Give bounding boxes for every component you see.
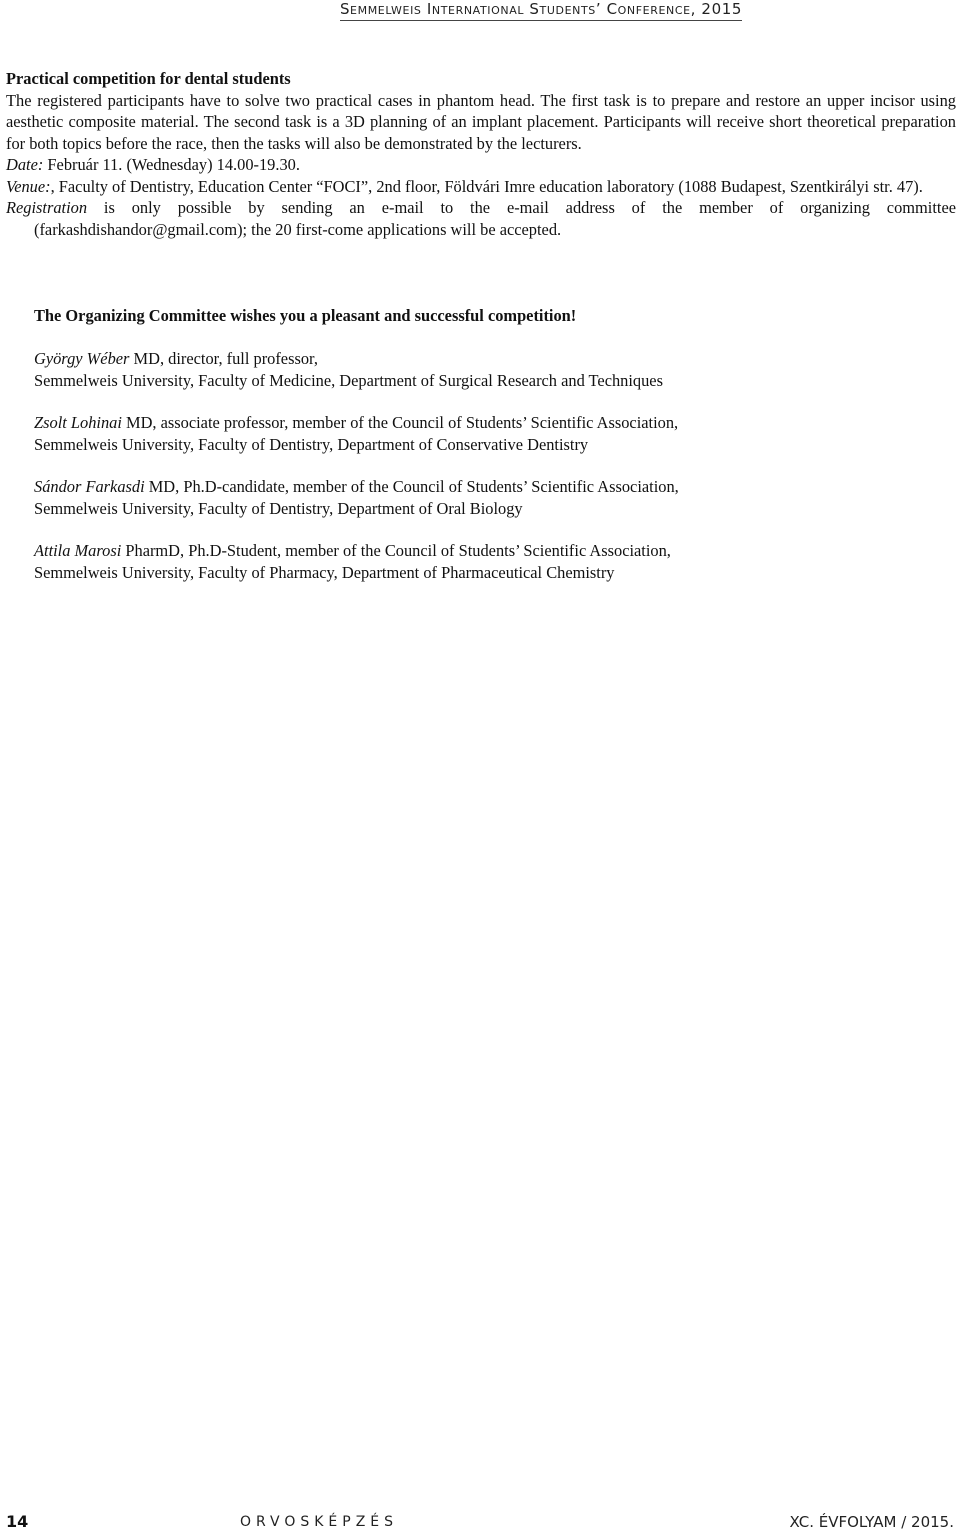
- committee-member: [34, 348, 934, 391]
- member-title-line: [34, 412, 934, 434]
- section-body: The registered participants have to solve two practical cases in phantom head. The first task is to prepare and restore an upper incisor using aesthetic composite material. The second task is a 3D planning of an implant placement. Participants will receive short theoretical preparation for both topics before the race, then the tasks will also be demonstrated by the lecturers.: [6, 90, 956, 153]
- member-title-line: [34, 540, 934, 562]
- member-name: Attila Marosi: [34, 541, 122, 560]
- member-title: MD, Ph.D-candidate, member of the Council of Students’ Scientific Association,: [144, 477, 679, 496]
- date-label: Date:: [6, 155, 44, 174]
- member-affiliation: Semmelweis University, Faculty of Pharmacy, Department of Pharmaceutical Chemistry: [34, 562, 615, 582]
- page-number: 14: [6, 1512, 29, 1531]
- registration-line: [6, 197, 956, 240]
- closing-wish: The Organizing Committee wishes you a pleasant and successful competition!: [34, 306, 577, 325]
- member-title: MD, director, full professor,: [129, 349, 318, 368]
- competition-section: [6, 68, 956, 240]
- member-title: MD, associate professor, member of the Council of Students’ Scientific Association,: [121, 413, 679, 432]
- date-value: Február 11. (Wednesday) 14.00-19.30.: [43, 155, 300, 174]
- venue-value: , Faculty of Dentistry, Education Center “FOCI”, 2nd floor, Földvári Imre education laboratory (1088 Budapest, Szentkirályi str. 47).: [50, 176, 923, 196]
- member-title-line: [34, 476, 934, 498]
- section-title: Practical competition for dental students: [6, 69, 291, 88]
- page-footer: [0, 1508, 960, 1532]
- committee-member: [34, 412, 934, 455]
- member-affiliation: Semmelweis University, Faculty of Dentistry, Department of Conservative Dentistry: [34, 434, 589, 454]
- member-name: Sándor Farkasdi: [34, 477, 145, 496]
- member-name: Zsolt Lohinai: [34, 413, 122, 432]
- venue-line: [6, 176, 956, 198]
- volume-info: XC. ÉVFOLYAM / 2015.: [789, 1513, 954, 1531]
- registration-label: Registration: [6, 198, 88, 217]
- venue-label: Venue:: [6, 176, 51, 196]
- committee-member: [34, 476, 934, 519]
- committee-member: [34, 540, 934, 583]
- registration-value: is only possible by sending an e-mail to the e-mail address of the member of organizing committee (farkashdishandor@gmail.com); the 20 first-come applications will be accepted.: [34, 198, 956, 239]
- date-line: [6, 154, 956, 176]
- member-affiliation: Semmelweis University, Faculty of Dentistry, Department of Oral Biology: [34, 498, 523, 518]
- member-affiliation: Semmelweis University, Faculty of Medicine, Department of Surgical Research and Techniques: [34, 370, 663, 390]
- running-header: Semmelweis International Students’ Conference, 2015: [340, 0, 742, 21]
- journal-name: ORVOSKÉPZÉS: [240, 1514, 399, 1530]
- member-name: György Wéber: [34, 349, 130, 368]
- member-title: PharmD, Ph.D-Student, member of the Council of Students’ Scientific Association,: [121, 541, 671, 560]
- member-title-line: [34, 348, 934, 370]
